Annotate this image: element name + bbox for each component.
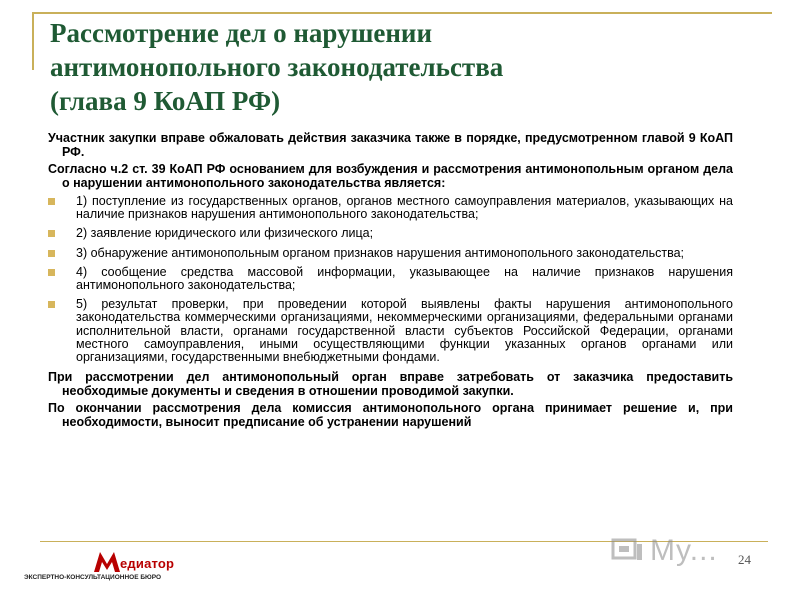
title-line: антимонопольного законодательства [50, 52, 504, 82]
list-item [48, 266, 733, 292]
slide-title [50, 16, 770, 118]
list-item [48, 298, 733, 364]
list-item-text: 5) результат проверки, при проведении которой выявлены факты нарушения антимонопольного законодательства коммерческими организациями, некоммерческими организациями, федеральными органами исполнительной власти, органами государственной власти субъектов Российской Федерации, органами местного самоуправления, иными осуществляющими функции указанных органов органами или организациями, государственными внебюджетными фондами. [76, 297, 733, 365]
list-item-text: 4) сообщение средства массовой информации, указывающее на наличие признаков нарушения антимонопольного законодательства; [76, 264, 733, 293]
title-line: (глава 9 КоАП РФ) [50, 86, 281, 116]
square-bullet-icon [48, 250, 55, 257]
mediator-logo-icon [92, 550, 122, 574]
grounds-list [48, 195, 733, 364]
slide-body [48, 131, 733, 432]
list-item [48, 227, 733, 240]
square-bullet-icon [48, 301, 55, 308]
intro-paragraph: Согласно ч.2 ст. 39 КоАП РФ основанием для возбуждения и рассмотрения антимонопольным органом дела о нарушении антимонопольного законодательства является: [48, 162, 733, 190]
list-item-text: 2) заявление юридического или физического лица; [76, 226, 374, 241]
closing-paragraph: По окончании рассмотрения дела комиссия антимонопольного органа принимает решение и, при необходимости, выносит предписание об устранении нарушений [48, 401, 733, 430]
watermark-text: My... [650, 534, 718, 567]
logo-name: едиатор [120, 556, 175, 571]
list-item [48, 195, 733, 221]
list-item-text: 3) обнаружение антимонопольным органом признаков нарушения антимонопольного законодательства; [76, 245, 685, 260]
list-item [48, 247, 733, 260]
square-bullet-icon [48, 269, 55, 276]
intro-paragraph: Участник закупки вправе обжаловать действия заказчика также в порядке, предусмотренном главой 9 КоАП РФ. [48, 131, 733, 159]
closing-paragraph: При рассмотрении дел антимонопольный орган вправе затребовать от заказчика предоставить необходимые документы и сведения в отношении проводимой закупки. [48, 370, 733, 399]
watermark-icon [610, 534, 646, 570]
title-line: Рассмотрение дел о нарушении [50, 18, 433, 48]
title-frame-top [32, 12, 772, 14]
page-number: 24 [738, 552, 751, 567]
list-item-text: 1) поступление из государственных органов, органов местного самоуправления материалов, указывающих на наличие признаков нарушения антимонопольного законодательства; [76, 194, 733, 222]
square-bullet-icon [48, 230, 55, 237]
mediator-logo [24, 548, 214, 588]
title-frame-left [32, 12, 34, 70]
logo-subtitle: ЭКСПЕРТНО-КОНСУЛЬТАЦИОННОЕ БЮРО [24, 574, 162, 581]
square-bullet-icon [48, 198, 55, 205]
